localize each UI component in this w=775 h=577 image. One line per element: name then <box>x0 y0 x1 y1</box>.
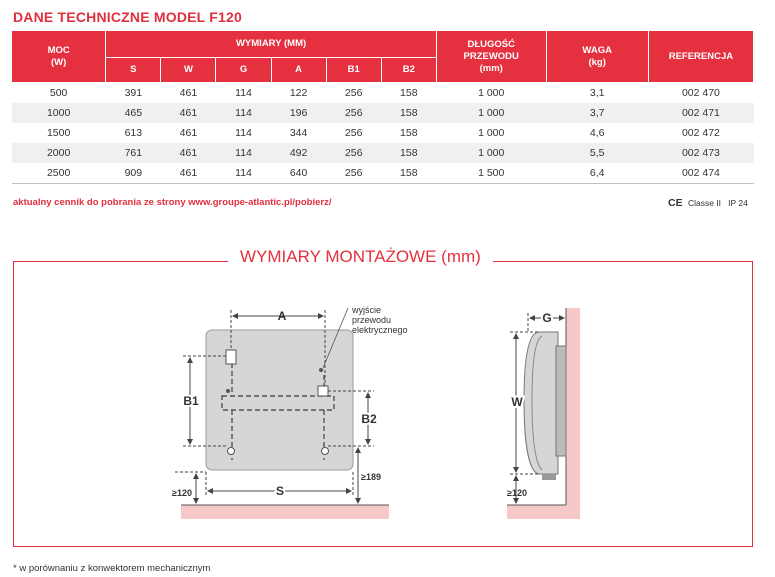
label-a: A <box>277 309 287 323</box>
page-title: DANE TECHNICZNE MODEL F120 <box>13 9 242 25</box>
table-cell: 6,4 <box>546 163 648 184</box>
table-cell: 2500 <box>12 163 106 184</box>
label-b2: B2 <box>361 412 377 426</box>
cable-label <box>351 305 408 335</box>
header-referencja: REFERENCJA <box>648 31 753 83</box>
table-cell: 500 <box>12 83 106 104</box>
table-cell: 256 <box>326 83 381 104</box>
header-s: S <box>106 58 161 83</box>
table-cell: 114 <box>216 163 271 184</box>
table-cell: 2000 <box>12 143 106 163</box>
label-b1: B1 <box>183 394 199 408</box>
label-g: G <box>542 311 552 325</box>
table-cell: 640 <box>271 163 326 184</box>
table-cell: 114 <box>216 123 271 143</box>
table-cell: 256 <box>326 123 381 143</box>
svg-text:elektrycznego: elektrycznego <box>352 325 408 335</box>
table-cell: 1 000 <box>436 143 546 163</box>
label-min120-left: ≥120 <box>172 488 192 498</box>
table-cell: 114 <box>216 143 271 163</box>
table-cell: 391 <box>106 83 161 104</box>
table-cell: 002 473 <box>648 143 753 163</box>
svg-text:wyjście: wyjście <box>352 305 382 315</box>
label-min189: ≥189 <box>361 472 381 482</box>
table-cell: 4,6 <box>546 123 648 143</box>
table-cell: 158 <box>381 143 436 163</box>
header-waga: WAGA (kg) <box>546 31 648 83</box>
mounting-title: WYMIARY MONTAŻOWE (mm) <box>228 247 493 267</box>
table-cell: 3,1 <box>546 83 648 104</box>
table-cell: 1 000 <box>436 123 546 143</box>
table-cell: 465 <box>106 103 161 123</box>
svg-text:przewodu: przewodu <box>352 315 392 325</box>
table-cell: 761 <box>106 143 161 163</box>
header-a: A <box>271 58 326 83</box>
table-cell: 196 <box>271 103 326 123</box>
table-cell: 256 <box>326 143 381 163</box>
table-cell: 1000 <box>12 103 106 123</box>
table-cell: 1 500 <box>436 163 546 184</box>
header-b2: B2 <box>381 58 436 83</box>
table-cell: 5,5 <box>546 143 648 163</box>
table-cell: 002 474 <box>648 163 753 184</box>
wall <box>566 308 580 519</box>
table-cell: 1 000 <box>436 83 546 104</box>
heater-side <box>524 332 566 480</box>
cable-outlet-icon <box>319 368 323 372</box>
table-cell: 158 <box>381 83 436 104</box>
label-min120-right: ≥120 <box>507 488 527 498</box>
header-w: W <box>161 58 216 83</box>
table-cell: 114 <box>216 83 271 104</box>
classe-label: Classe II <box>687 198 722 208</box>
table-cell: 158 <box>381 163 436 184</box>
table-cell: 461 <box>161 83 216 104</box>
table-cell: 158 <box>381 103 436 123</box>
table-cell: 613 <box>106 123 161 143</box>
header-wymiary: WYMIARY (MM) <box>106 31 437 58</box>
table-cell: 122 <box>271 83 326 104</box>
table-cell: 1500 <box>12 123 106 143</box>
table-cell: 002 472 <box>648 123 753 143</box>
table-cell: 909 <box>106 163 161 184</box>
label-s: S <box>275 484 285 498</box>
table-cell: 256 <box>326 163 381 184</box>
table-cell: 002 470 <box>648 83 753 104</box>
header-g: G <box>216 58 271 83</box>
label-w: W <box>511 395 523 409</box>
table-cell: 256 <box>326 103 381 123</box>
table-cell: 1 000 <box>436 103 546 123</box>
table-cell: 3,7 <box>546 103 648 123</box>
floor-left <box>181 505 389 519</box>
table-cell: 002 471 <box>648 103 753 123</box>
header-moc: MOC (W) <box>12 31 106 83</box>
table-cell: 461 <box>161 143 216 163</box>
table-cell: 461 <box>161 103 216 123</box>
table-cell: 492 <box>271 143 326 163</box>
price-list-note: aktualny cennik do pobrania ze strony www.groupe-atlantic.pl/pobierz/ <box>13 197 332 208</box>
header-b1: B1 <box>326 58 381 83</box>
header-dlugosc: DŁUGOŚĆ PRZEWODU (mm) <box>436 31 546 83</box>
table-cell: 344 <box>271 123 326 143</box>
table-cell: 461 <box>161 123 216 143</box>
table-cell: 461 <box>161 163 216 184</box>
table-cell: 114 <box>216 103 271 123</box>
ip-label: IP 24 <box>728 198 748 208</box>
table-cell: 158 <box>381 123 436 143</box>
footnote: * w porównaniu z konwektorem mechanicznym <box>13 563 211 574</box>
ce-mark: CE <box>668 197 683 209</box>
